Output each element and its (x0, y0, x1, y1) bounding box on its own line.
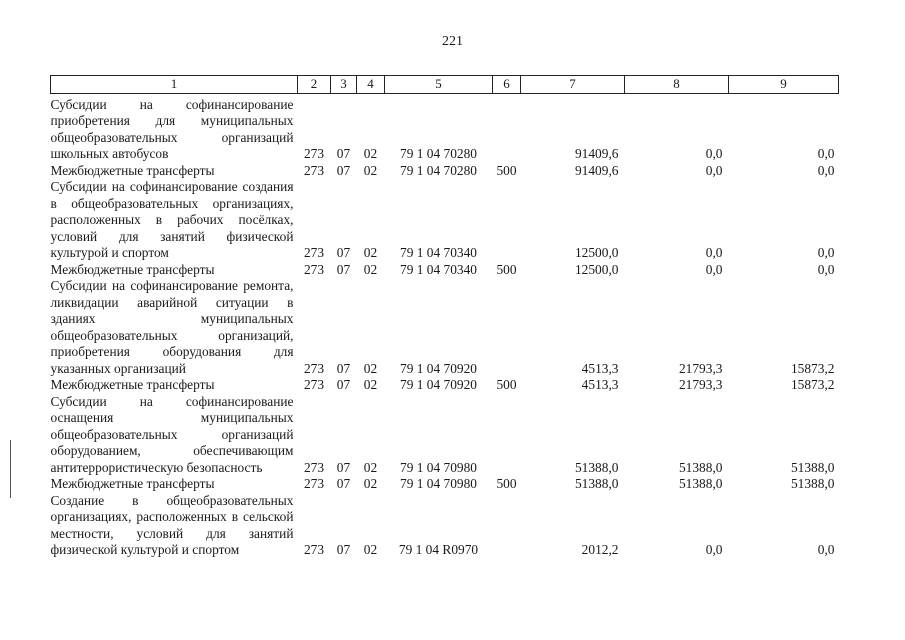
cell-c3: 07 (336, 162, 351, 178)
cell-c6 (493, 93, 521, 163)
cell-c2: 273 (303, 245, 325, 260)
cell-c3: 07 (336, 360, 351, 376)
cell-c5: 79 1 04 70920 (400, 360, 477, 376)
row-description: Межбюджетные трансферты (50, 261, 215, 277)
table-row (51, 163, 839, 180)
cell-c6: 500 (496, 476, 517, 491)
cell-c8: 21793,3 (678, 377, 723, 392)
table-row (51, 394, 839, 477)
table-row (51, 476, 839, 493)
page-number: 221 (442, 34, 463, 49)
cell-c8: 51388,0 (678, 476, 723, 491)
cell-c7: 4513,3 (581, 377, 619, 392)
cell-c8: 0,0 (705, 146, 723, 161)
cell-c9: 51388,0 (790, 459, 835, 475)
cell-c9: 15873,2 (790, 377, 835, 392)
row-description: Межбюджетные трансферты (50, 162, 215, 178)
table-body (51, 93, 839, 559)
budget-table (50, 75, 839, 559)
table-row (51, 262, 839, 279)
cell-c4: 02 (363, 162, 378, 178)
cell-c8: 0,0 (705, 261, 723, 277)
cell-c3: 07 (336, 459, 351, 475)
cell-c3: 07 (336, 261, 351, 277)
header-cell: 5 (385, 76, 493, 94)
cell-c8: 0,0 (705, 162, 723, 178)
cell-c7: 51388,0 (574, 459, 619, 475)
cell-c6: 500 (496, 377, 517, 392)
row-description: Создание в общеобразовательных организациях, расположенных в сельской местности, условий для занятий физической культурой и спортом (50, 492, 294, 557)
cell-c4: 02 (363, 476, 378, 491)
cell-c9: 15873,2 (790, 360, 835, 376)
cell-c2: 273 (303, 542, 325, 557)
cell-c5: 79 1 04 R0970 (398, 542, 479, 557)
cell-c8: 0,0 (705, 245, 723, 260)
cell-c2: 273 (303, 146, 325, 161)
cell-c7: 91409,6 (574, 146, 619, 161)
cell-c6 (493, 394, 521, 477)
cell-c6: 500 (496, 162, 517, 178)
row-description: Субсидии на софинансирование создания в общеобразовательных организациях, расположенных в рабочих посёлках, условий для занятий физической культурой и спортом (50, 179, 294, 260)
cell-c7: 51388,0 (574, 476, 619, 491)
header-cell: 7 (521, 76, 625, 94)
cell-c3: 07 (336, 542, 351, 557)
table-row (51, 493, 839, 559)
cell-c5: 79 1 04 70340 (400, 245, 477, 260)
header-cell: 9 (729, 76, 839, 94)
cell-c2: 273 (303, 360, 325, 376)
cell-c6: 500 (496, 261, 517, 277)
header-cell: 3 (331, 76, 357, 94)
cell-c5: 79 1 04 70340 (400, 261, 477, 277)
cell-c2: 273 (303, 476, 325, 491)
cell-c4: 02 (363, 360, 378, 376)
cell-c5: 79 1 04 70280 (400, 162, 477, 178)
header-cell: 2 (298, 76, 331, 94)
table-row (51, 278, 839, 377)
header-cell: 8 (625, 76, 729, 94)
margin-mark (10, 440, 11, 498)
row-description: Субсидии на софинансирование приобретения для муниципальных общеобразовательных организаций школьных автобусов (50, 96, 294, 161)
row-description: Межбюджетные трансферты (50, 377, 215, 392)
cell-c5: 79 1 04 70280 (400, 146, 477, 161)
cell-c9: 0,0 (817, 261, 835, 277)
cell-c6 (493, 278, 521, 377)
cell-c9: 0,0 (817, 162, 835, 178)
cell-c3: 07 (336, 146, 351, 161)
cell-c8: 21793,3 (678, 360, 723, 376)
row-description: Субсидии на софинансирование ремонта, ликвидации аварийной ситуации в зданиях муниципальных общеобразовательных организаций, приобретения оборудования для указанных организаций (50, 278, 294, 376)
cell-c4: 02 (363, 459, 378, 475)
cell-c5: 79 1 04 70980 (400, 459, 477, 475)
cell-c7: 12500,0 (574, 261, 619, 277)
cell-c5: 79 1 04 70980 (400, 476, 477, 491)
header-row (51, 76, 839, 94)
cell-c3: 07 (336, 245, 351, 260)
cell-c7: 2012,2 (581, 542, 619, 557)
table-row (51, 179, 839, 262)
cell-c2: 273 (303, 261, 325, 277)
row-description: Субсидии на софинансирование оснащения муниципальных общеобразовательных организаций оборудованием, обеспечивающим антитеррористическую безопасность (50, 393, 294, 475)
table-row (51, 93, 839, 163)
cell-c8: 51388,0 (678, 459, 723, 475)
cell-c4: 02 (363, 245, 378, 260)
cell-c4: 02 (363, 542, 378, 557)
header-cell: 6 (493, 76, 521, 94)
cell-c6 (493, 179, 521, 262)
cell-c9: 0,0 (817, 542, 835, 557)
cell-c4: 02 (363, 261, 378, 277)
cell-c2: 273 (303, 459, 325, 475)
cell-c7: 91409,6 (574, 162, 619, 178)
cell-c3: 07 (336, 377, 351, 392)
cell-c3: 07 (336, 476, 351, 491)
cell-c7: 12500,0 (574, 245, 619, 260)
cell-c5: 79 1 04 70920 (400, 377, 477, 392)
cell-c8: 0,0 (705, 542, 723, 557)
cell-c9: 51388,0 (790, 476, 835, 491)
header-cell: 4 (357, 76, 385, 94)
cell-c2: 273 (303, 377, 325, 392)
cell-c7: 4513,3 (581, 360, 619, 376)
cell-c9: 0,0 (817, 146, 835, 161)
cell-c2: 273 (303, 162, 325, 178)
cell-c6 (493, 493, 521, 559)
cell-c4: 02 (363, 377, 378, 392)
cell-c4: 02 (363, 146, 378, 161)
table-row (51, 377, 839, 394)
row-description: Межбюджетные трансферты (50, 476, 215, 491)
header-cell: 1 (51, 76, 298, 94)
cell-c9: 0,0 (817, 245, 835, 260)
